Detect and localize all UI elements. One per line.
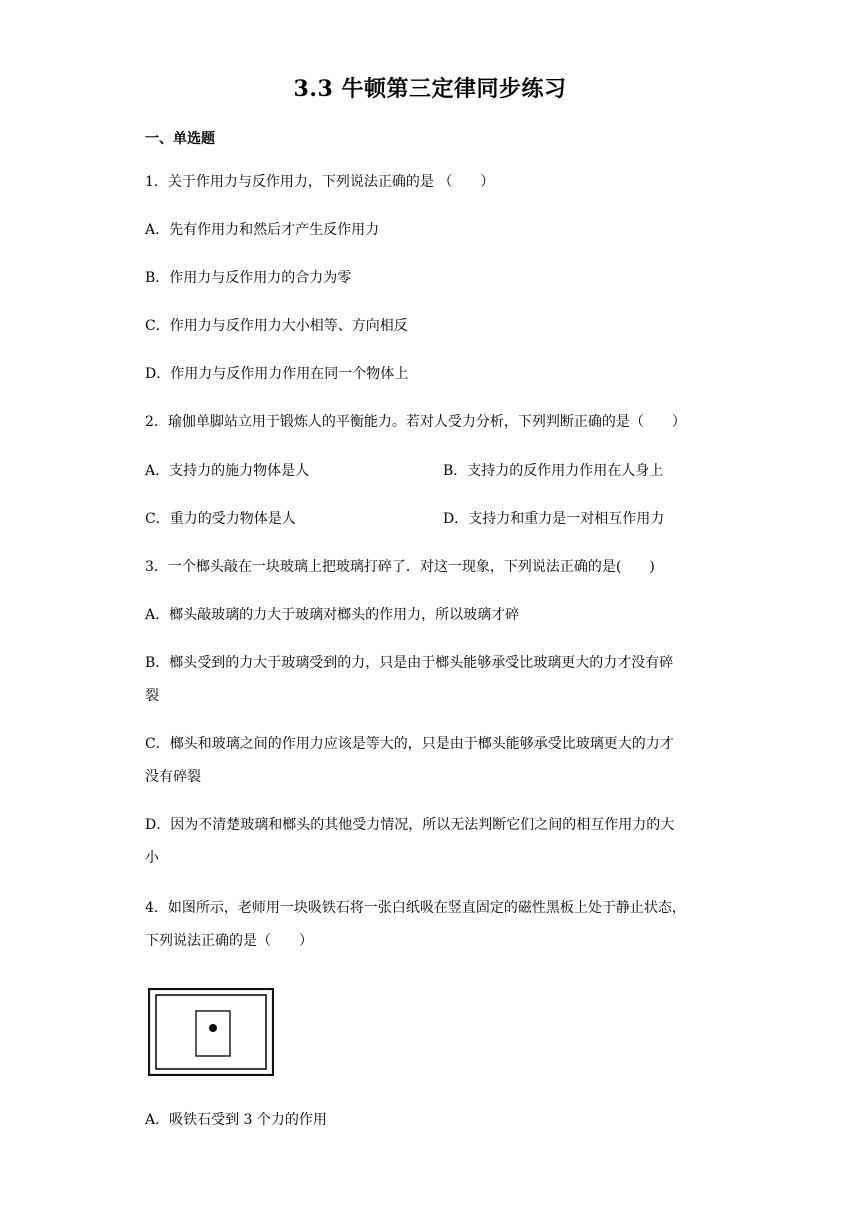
question-3-option-c-line1: C．榔头和玻璃之间的作用力应该是等大的，只是由于榔头能够承受比玻璃更大的力才 bbox=[145, 736, 674, 752]
page-title: 3.3 牛顿第三定律同步练习 bbox=[293, 76, 567, 102]
question-3-option-b-line1: B．榔头受到的力大于玻璃受到的力，只是由于榔头能够承受比玻璃更大的力才没有碎 bbox=[145, 655, 674, 671]
question-1-option-b: B．作用力与反作用力的合力为零 bbox=[145, 270, 352, 286]
question-1-option-d: D．作用力与反作用力作用在同一个物体上 bbox=[145, 366, 409, 382]
question-3-option-b-line2: 裂 bbox=[145, 688, 159, 704]
question-3-option-d-line2: 小 bbox=[145, 850, 159, 866]
question-3-option-c-line2: 没有碎裂 bbox=[145, 769, 201, 785]
question-1-option-c: C．作用力与反作用力大小相等、方向相反 bbox=[145, 318, 408, 334]
question-3-option-d-line1: D．因为不清楚玻璃和榔头的其他受力情况，所以无法判断它们之间的相互作用力的大 bbox=[145, 817, 675, 833]
section-heading: 一、单选题 bbox=[145, 131, 215, 147]
question-4-stem-line2: 下列说法正确的是（ ） bbox=[145, 933, 313, 949]
question-2-option-c: C．重力的受力物体是人 bbox=[145, 511, 296, 527]
question-1-stem: 1．关于作用力与反作用力，下列说法正确的是 （ ） bbox=[145, 174, 495, 190]
question-1-option-a: A．先有作用力和然后才产生反作用力 bbox=[145, 222, 380, 238]
question-2-option-d: D．支持力和重力是一对相互作用力 bbox=[443, 511, 665, 527]
question-4-option-a: A．吸铁石受到 3 个力的作用 bbox=[145, 1112, 327, 1128]
question-2-option-a: A．支持力的施力物体是人 bbox=[145, 463, 310, 479]
question-4-stem-line1: 4．如图所示，老师用一块吸铁石将一张白纸吸在竖直固定的磁性黑板上处于静止状态， bbox=[145, 900, 686, 916]
question-2-option-b: B．支持力的反作用力作用在人身上 bbox=[443, 463, 664, 479]
blackboard-magnet-figure bbox=[148, 988, 274, 1076]
question-2-stem: 2．瑜伽单脚站立用于锻炼人的平衡能力。若对人受力分析，下列判断正确的是（ ） bbox=[145, 414, 686, 430]
question-3-stem: 3．一个榔头敲在一块玻璃上把玻璃打碎了．对这一现象，下列说法正确的是( ) bbox=[145, 559, 655, 575]
white-paper bbox=[196, 1011, 230, 1056]
question-3-option-a: A．榔头敲玻璃的力大于玻璃对榔头的作用力，所以玻璃才碎 bbox=[145, 607, 520, 623]
magnet-dot bbox=[209, 1024, 217, 1032]
